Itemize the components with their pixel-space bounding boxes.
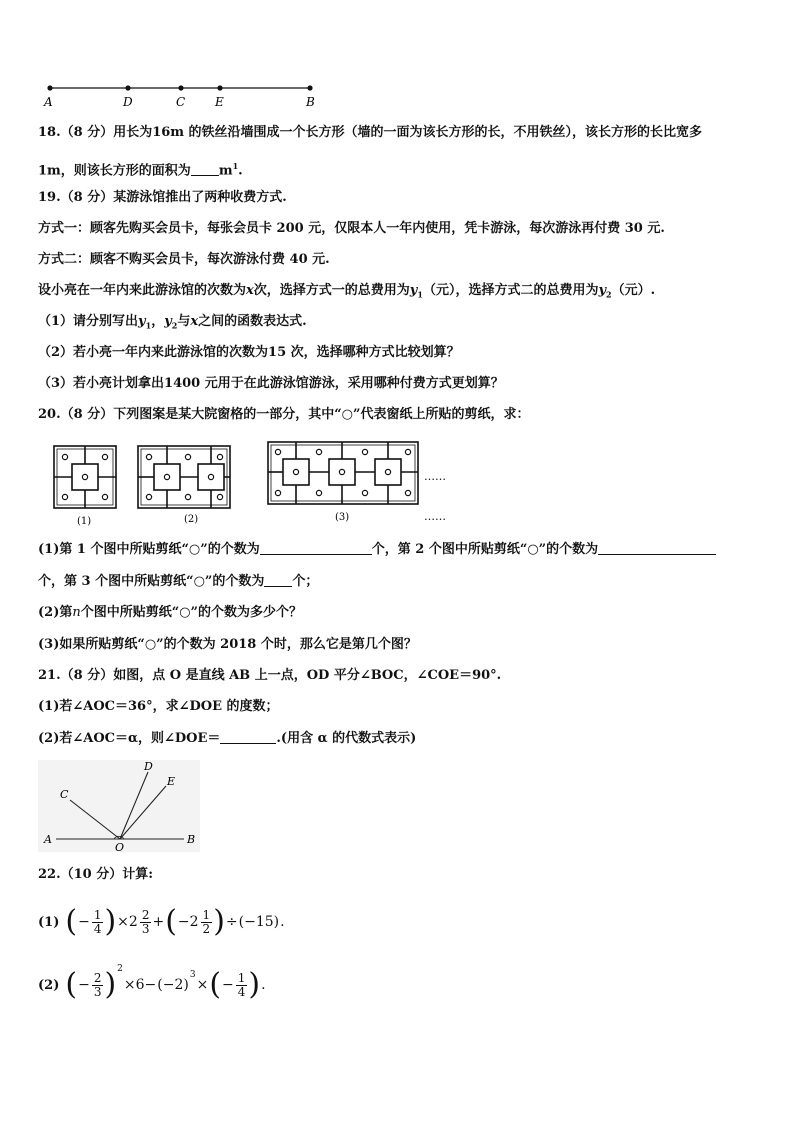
label-c: C — [176, 95, 186, 109]
fraction — [236, 972, 248, 999]
q21-part1: (1)若∠AOC＝36°，求∠DOE 的度数； — [38, 699, 279, 714]
q19-p1-x: x — [190, 314, 199, 329]
q19-sub2: 2 — [606, 289, 612, 300]
q20-blank-2 — [598, 540, 716, 555]
q20-part1-line2 — [38, 572, 318, 591]
frac-num: 1 — [202, 907, 211, 922]
q19-p1-c: 与 — [177, 314, 191, 329]
q19-p1-a: （1）请分别写出 — [38, 314, 139, 329]
frac-num: 1 — [93, 907, 102, 922]
q19-part1 — [38, 313, 307, 335]
label-a: A — [44, 95, 53, 109]
ellipsis-bottom: …… — [424, 510, 446, 523]
q20-blank-1 — [260, 540, 372, 555]
q20-var-n: n — [72, 605, 81, 620]
frac-num: 2 — [141, 907, 150, 922]
minus-sign: − — [78, 914, 90, 930]
q19-sub1: 1 — [417, 289, 423, 300]
times-sign: × — [196, 977, 209, 993]
minus-sign: − — [78, 977, 90, 993]
q20-p2-b: 个图中所贴剪纸“○”的个数为多少个？ — [80, 605, 303, 620]
q18-answer-blank — [191, 161, 219, 176]
label-a: A — [44, 833, 52, 846]
q19-setup-c: （元），选择方式二的总费用为 — [422, 283, 599, 298]
q20-p2-a: (2)第 — [38, 605, 73, 620]
q20-title: 20.（8 分）下列图案是某大院窗格的一部分，其中“○”代表窗纸上所贴的剪纸，求： — [38, 407, 530, 422]
minus-fifteen: (−15) — [238, 914, 280, 930]
fig-label-3: (3) — [335, 512, 350, 523]
q18-text-a: 1m，则该长方形的面积为 — [38, 163, 191, 179]
label-d: D — [144, 760, 153, 773]
times-two: ×2 — [117, 914, 138, 930]
q18-unit-sup: 1 — [232, 161, 239, 171]
minus-two: −2 — [177, 914, 199, 930]
q19-var-y2: y — [598, 283, 607, 298]
q22-expression-2 — [38, 960, 267, 1010]
q20-part2 — [38, 604, 302, 622]
frac-num: 2 — [93, 970, 102, 985]
period: . — [261, 977, 266, 993]
paren: ( — [65, 904, 78, 939]
window-pattern-figure — [50, 438, 470, 530]
q19-method2: 方式二：顾客不购买会员卡，每次游泳付费 40 元. — [38, 252, 330, 267]
q21-p2-b: .(用含 α 的代数式表示) — [276, 731, 417, 746]
q19-setup — [38, 282, 655, 304]
q20-p1-d: 个； — [292, 574, 319, 589]
q19-var-x: x — [246, 283, 254, 298]
frac-den: 3 — [141, 921, 150, 936]
divide-sign: ÷ — [225, 914, 238, 930]
point-e — [217, 85, 222, 90]
plus-sign: + — [152, 914, 165, 930]
q21-answer-blank — [220, 729, 276, 744]
angle-figure — [38, 760, 200, 852]
q19-p1-d: 之间的函数表达式. — [198, 314, 307, 329]
paren: ) — [104, 967, 117, 1002]
q22-title: 22.（10 分）计算: — [38, 867, 154, 882]
frac-den: 3 — [93, 984, 102, 999]
paren: ) — [248, 967, 261, 1002]
point-d — [125, 85, 130, 90]
q21-p2-a: (2)若∠AOC＝α，则∠DOE＝ — [38, 731, 221, 746]
q18-period: . — [238, 163, 243, 179]
q21-title: 21.（8 分）如图，点 O 是直线 AB 上一点，OD 平分∠BOC，∠COE＝90°. — [38, 668, 502, 683]
exponent-three: 3 — [189, 970, 196, 980]
fraction — [201, 909, 213, 936]
q19-p1-b: ， — [151, 314, 165, 329]
fig-label-2: (2) — [184, 514, 199, 525]
q18-unit: m — [218, 163, 233, 179]
q19-p1-sub2: 2 — [171, 320, 178, 331]
q19-p1-y2: y — [164, 314, 172, 329]
fig-label-1: (1) — [77, 516, 92, 527]
q18-line1: 18.（8 分）用长为16m 的铁丝沿墙围成一个长方形（墙的一面为该长方形的长，不用铁丝），该长方形的长比宽多 — [38, 125, 703, 140]
q20-blank-3 — [264, 572, 292, 587]
q19-p1-sub1: 1 — [145, 320, 152, 331]
segment-figure — [38, 78, 328, 110]
paren: ( — [209, 967, 222, 1002]
q19-setup-d: （元）. — [611, 283, 656, 298]
q19-method1: 方式一：顾客先购买会员卡，每张会员卡 200 元，仅限本人一年内使用，凭卡游泳，每次游泳再付费 30 元. — [38, 221, 665, 236]
q19-p1-y1: y — [138, 314, 146, 329]
frac-num: 1 — [237, 970, 246, 985]
q20-p1-c: 个，第 3 个图中所贴剪纸“○”的个数为 — [38, 574, 265, 589]
paren: ( — [165, 904, 177, 939]
frac-den: 4 — [237, 984, 246, 999]
q19-setup-a: 设小亮在一年内来此游泳馆的次数为 — [38, 283, 247, 298]
point-b — [307, 85, 312, 90]
q19-var-y1: y — [409, 283, 418, 298]
label-c: C — [60, 788, 69, 801]
times-six-minus: ×6− — [123, 977, 157, 993]
q22-expression-1 — [38, 900, 286, 944]
label-d: D — [123, 95, 133, 109]
q21-part2 — [38, 729, 416, 748]
minus-sign: − — [222, 977, 234, 993]
q18-line2 — [38, 157, 243, 180]
period: . — [280, 914, 285, 930]
q19-title: 19.（8 分）某游泳馆推出了两种收费方式. — [38, 190, 287, 205]
paren: ( — [65, 967, 78, 1002]
q19-part3: （3）若小亮计划拿出1400 元用于在此游泳馆游泳，采用哪种付费方式更划算？ — [38, 376, 504, 391]
q19-setup-b: 次，选择方式一的总费用为 — [253, 283, 410, 298]
minus-two-base: (−2) — [157, 977, 189, 993]
fraction — [140, 909, 152, 936]
label-b: B — [306, 95, 315, 109]
q20-p1-b: 个，第 2 个图中所贴剪纸“○”的个数为 — [371, 542, 599, 557]
label-o: O — [115, 841, 125, 852]
q19-part2: （2）若小亮一年内来此游泳馆的次数为15 次，选择哪种方式比较划算？ — [38, 345, 460, 360]
q22-e2-label: (2) — [38, 977, 60, 993]
label-b: B — [187, 833, 196, 846]
q20-p1-a: (1)第 1 个图中所贴剪纸“○”的个数为 — [38, 542, 260, 557]
paren: ) — [104, 904, 117, 939]
q20-part3: (3)如果所贴剪纸“○”的个数为 2018 个时，那么它是第几个图？ — [38, 637, 417, 652]
paren: ) — [213, 904, 225, 939]
fraction — [92, 909, 104, 936]
q22-e1-label: (1) — [38, 914, 60, 930]
label-e: E — [215, 95, 224, 109]
ellipsis-top: …… — [424, 470, 446, 483]
exponent-two: 2 — [117, 964, 123, 974]
frac-den: 4 — [93, 921, 102, 936]
label-e: E — [167, 775, 176, 788]
point-c — [178, 85, 183, 90]
fraction — [92, 972, 104, 999]
point-a — [47, 85, 52, 90]
frac-den: 2 — [202, 921, 211, 936]
q20-part1-line1 — [38, 540, 716, 559]
